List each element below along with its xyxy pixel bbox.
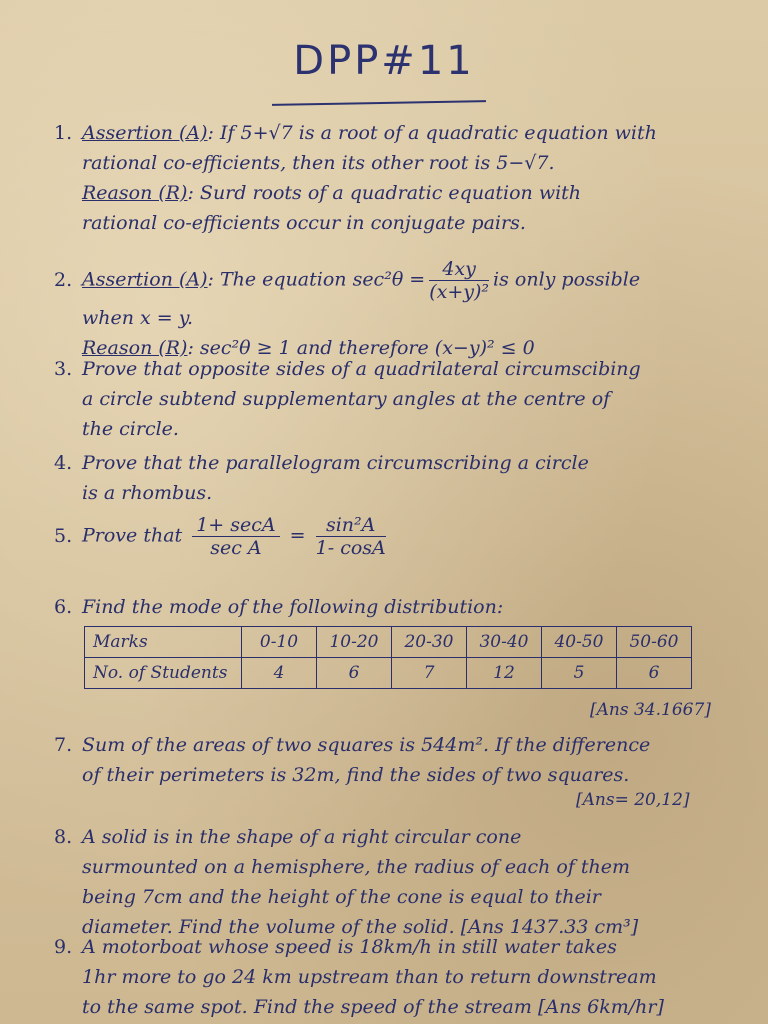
question-text-line: is a rhombus.: [82, 482, 213, 504]
lhs-fraction: [192, 514, 279, 559]
rhs-denominator: 1- cosA: [315, 537, 386, 559]
question-number: 3.: [54, 358, 73, 380]
lhs-denominator: sec A: [210, 537, 262, 559]
distribution-table: [84, 626, 692, 689]
answer-7: [Ans= 20,12]: [576, 790, 690, 810]
students-cell: 6: [317, 658, 392, 689]
question-4: [54, 448, 734, 508]
question-text-line: the circle.: [82, 418, 179, 440]
reason-label: Reason (R): [82, 337, 188, 359]
question-9: [54, 932, 734, 1022]
interval-cell: 0-10: [242, 627, 317, 658]
question-2: [54, 258, 734, 363]
question-5: [54, 514, 734, 559]
question-text: Prove that opposite sides of a quadrilateral circumscibing: [82, 358, 641, 380]
row-header-marks: Marks: [85, 627, 242, 658]
question-number: 4.: [54, 452, 73, 474]
lhs-numerator: 1+ secA: [192, 514, 279, 537]
interval-cell: 10-20: [317, 627, 392, 658]
students-cell: 12: [467, 658, 542, 689]
equation-fraction: [429, 258, 489, 303]
students-cell: 5: [542, 658, 617, 689]
assertion-text-continued: when x = y.: [82, 307, 193, 329]
question-number: 7.: [54, 734, 73, 756]
question-8: [54, 822, 734, 942]
question-lead: Prove that: [82, 524, 183, 547]
assertion-text: : If 5+√7 is a root of a quadratic equation with: [207, 122, 657, 144]
interval-cell: 30-40: [467, 627, 542, 658]
interval-cell: 20-30: [392, 627, 467, 658]
question-1: [54, 118, 734, 238]
reason-text: : sec²θ ≥ 1 and therefore (x−y)² ≤ 0: [187, 337, 535, 359]
question-text-line: surmounted on a hemisphere, the radius of each of them: [82, 856, 631, 878]
page-title: DPP#11: [293, 38, 475, 84]
question-7: [54, 730, 734, 790]
interval-cell: 40-50: [542, 627, 617, 658]
question-text-line: diameter. Find the volume of the solid.: [82, 916, 455, 938]
table-row: [85, 627, 692, 658]
question-text: A motorboat whose speed is 18km/h in still water takes: [82, 936, 617, 958]
answer-9: [Ans 6km/hr]: [537, 996, 664, 1018]
reason-text-continued: rational co-efficients occur in conjugate pairs.: [82, 212, 526, 234]
assertion-label: Assertion (A): [82, 122, 208, 144]
rhs-fraction: [316, 514, 386, 559]
question-number: 5.: [54, 524, 73, 547]
answer-8: [Ans 1437.33 cm³]: [460, 916, 639, 938]
students-cell: 7: [392, 658, 467, 689]
assertion-text: : The equation sec²θ =: [207, 268, 426, 291]
equals-sign: =: [289, 524, 306, 547]
question-text: Find the mode of the following distribution:: [82, 596, 504, 618]
fraction-denominator: (x+y)²: [429, 281, 490, 303]
question-text: A solid is in the shape of a right circular cone: [82, 826, 522, 848]
row-header-students: No. of Students: [85, 658, 242, 689]
assertion-label: Assertion (A): [82, 268, 208, 291]
question-text-line: a circle subtend supplementary angles at the centre of: [82, 388, 611, 410]
question-text-line: of their perimeters is 32m, find the sides of two squares.: [82, 764, 630, 786]
question-text-line: 1hr more to go 24 km upstream than to return downstream: [82, 966, 657, 988]
title-underline: [272, 100, 486, 106]
assertion-text-continued: rational co-efficients, then its other root is 5−√7.: [82, 152, 555, 174]
question-text-line: being 7cm and the height of the cone is equal to their: [82, 886, 601, 908]
question-text-line: to the same spot. Find the speed of the stream: [82, 996, 532, 1018]
reason-label: Reason (R): [82, 182, 188, 204]
interval-cell: 50-60: [617, 627, 692, 658]
reason-text: : Surd roots of a quadratic equation with: [187, 182, 582, 204]
answer-6: [Ans 34.1667]: [590, 700, 711, 720]
question-number: 1.: [54, 122, 73, 144]
assertion-tail: is only possible: [493, 268, 641, 291]
students-cell: 4: [242, 658, 317, 689]
students-cell: 6: [617, 658, 692, 689]
question-6: [54, 592, 734, 622]
question-number: 8.: [54, 826, 73, 848]
rhs-numerator: sin²A: [316, 514, 386, 537]
question-3: [54, 354, 734, 444]
fraction-numerator: 4xy: [429, 258, 489, 281]
question-number: 6.: [54, 596, 73, 618]
question-text: Sum of the areas of two squares is 544m². If the difference: [82, 734, 651, 756]
question-number: 9.: [54, 936, 73, 958]
question-text: Prove that the parallelogram circumscribing a circle: [82, 452, 589, 474]
question-number: 2.: [54, 268, 73, 291]
table-row: [85, 658, 692, 689]
